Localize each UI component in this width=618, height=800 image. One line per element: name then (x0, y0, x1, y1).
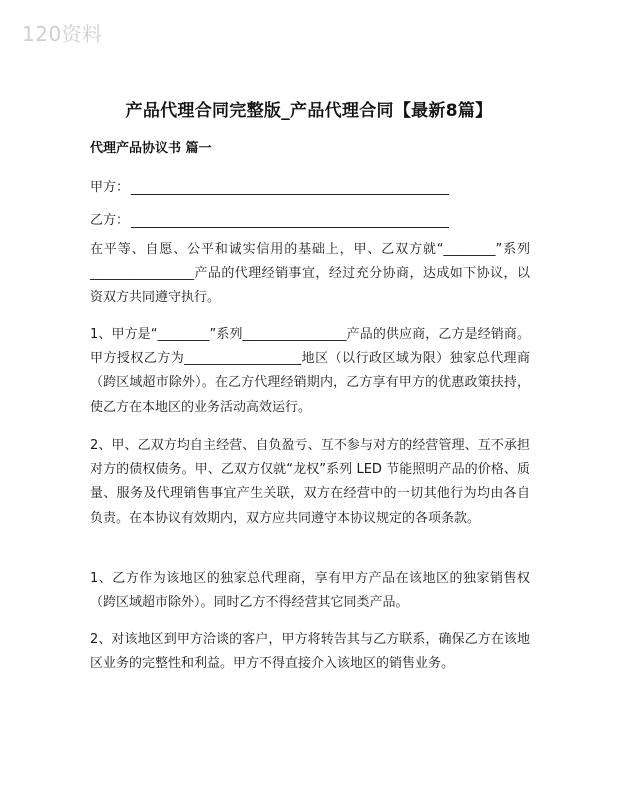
paragraph-clause: 2、甲、乙双方均自主经营、自负盈亏、互不参与对方的经营管理、互不承担对方的债权债务。甲、乙双方仅就“龙权”系列 LED 节能照明产品的价格、质量、服务及代理销售事宜产生关联，双方在经营中的一切其他行为均由各自负责。在本协议有效期内，双方应共同遵守本协议规定的各项条款。 (90, 438, 530, 526)
party-a-line (90, 176, 449, 195)
party-a-blank (131, 180, 449, 195)
party-b-label: 乙方： (90, 213, 130, 228)
party-a-label: 甲方： (90, 180, 130, 195)
document-title: 产品代理合同完整版_产品代理合同【最新8篇】 (125, 101, 493, 121)
paragraph-clause: 1、乙方作为该地区的独家总代理商，享有甲方产品在该地区的独家销售权（跨区域超市除外）。同时乙方不得经营其它同类产品。 (90, 571, 530, 611)
watermark-logo: 120资料 (22, 22, 103, 46)
party-b-line (90, 209, 449, 228)
paragraph-clause: 1、甲方是“________”系列________________产品的供应商，乙方是经销商。甲方授权乙方为__________________地区（以行政区域为限）独家总代理商（跨区域超市除外）。在乙方代理经销期内，乙方享有甲方的优惠政策扶持，使乙方在本地区的业务活动高效运行。 (90, 327, 530, 415)
paragraph-intro: 在平等、自愿、公平和诚实信用的基础上，甲、乙双方就“________”系列________________产品的代理经销事宜，经过充分协商，达成如下协议，以资双方共同遵守执行。 (90, 242, 530, 306)
party-b-blank (131, 213, 449, 228)
section-heading: 代理产品协议书 篇一 (90, 141, 212, 156)
paragraph-clause: 2、对该地区到甲方洽谈的客户，甲方将转告其与乙方联系，确保乙方在该地区业务的完整性和利益。甲方不得直接介入该地区的销售业务。 (90, 632, 530, 672)
